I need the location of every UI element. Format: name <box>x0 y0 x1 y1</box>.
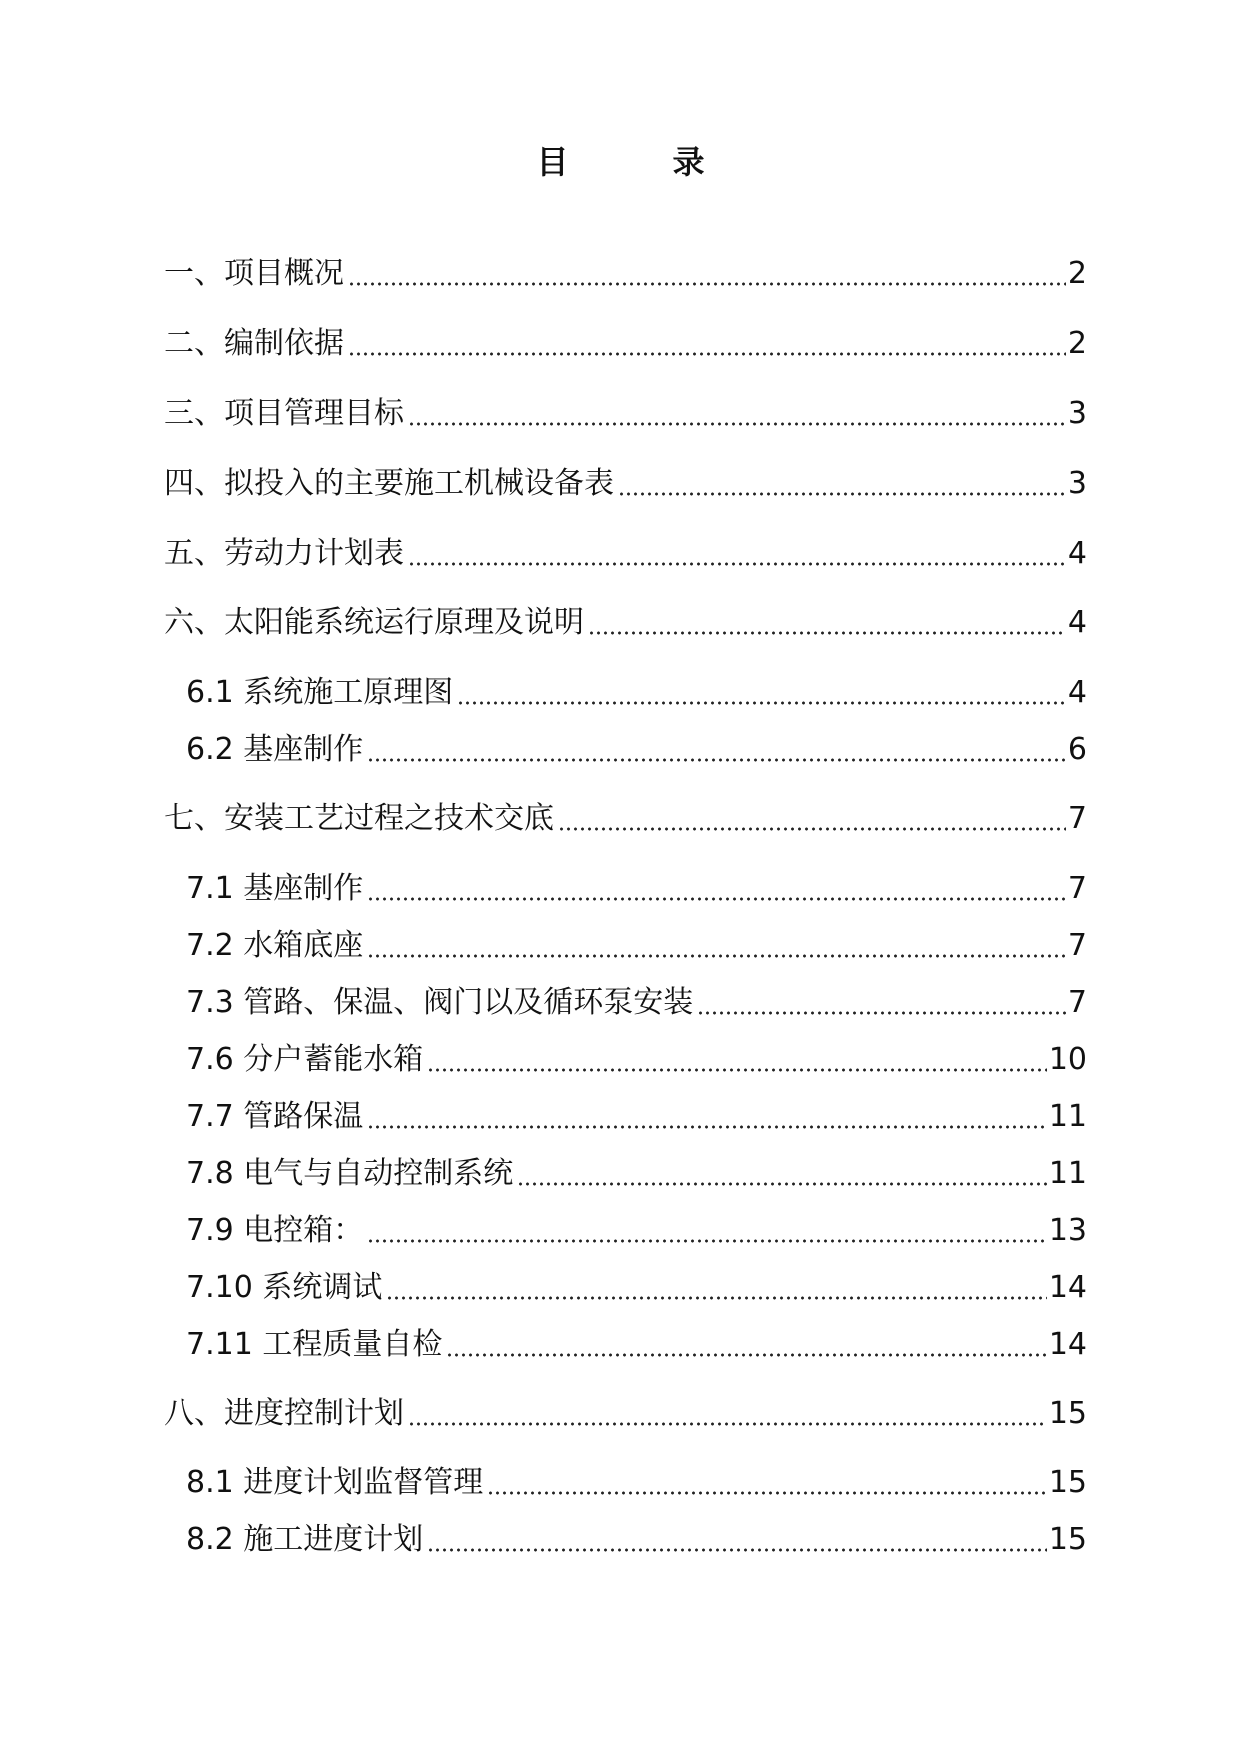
toc-entry-page: 7 <box>1067 871 1087 906</box>
toc-leader-dots <box>457 701 1066 705</box>
toc-entry-page: 11 <box>1048 1099 1087 1134</box>
toc-entry[interactable] <box>164 322 1087 366</box>
toc-entry-page: 2 <box>1067 256 1087 291</box>
toc-entry-page: 15 <box>1048 1465 1087 1500</box>
toc-entry-page: 15 <box>1048 1522 1087 1557</box>
toc-subentry[interactable] <box>186 1152 1087 1196</box>
toc-entry-page: 7 <box>1067 985 1087 1020</box>
toc-subentry[interactable] <box>186 671 1087 715</box>
toc-leader-dots <box>367 954 1066 958</box>
toc-leader-dots <box>618 492 1066 496</box>
toc-entry-title: 八、进度控制计划 <box>164 1396 404 1431</box>
page-title: 目 录 <box>536 143 741 181</box>
toc-entry-title: 8.1 进度计划监督管理 <box>186 1465 484 1500</box>
toc-leader-dots <box>408 1422 1047 1426</box>
toc-entry-page: 15 <box>1048 1396 1087 1431</box>
toc-entry-page: 6 <box>1067 732 1087 767</box>
toc-leader-dots <box>427 1548 1047 1552</box>
toc-leader-dots <box>558 827 1066 831</box>
toc-entry-page: 10 <box>1048 1042 1087 1077</box>
toc-entry-title: 六、太阳能系统运行原理及说明 <box>164 605 584 640</box>
toc-entry-title: 7.9 电控箱： <box>186 1213 364 1248</box>
toc-entry-page: 11 <box>1048 1156 1087 1191</box>
toc-entry-title: 一、项目概况 <box>164 256 344 291</box>
toc-subentry[interactable] <box>186 924 1087 968</box>
toc-leader-dots <box>348 352 1066 356</box>
toc-entry-title: 7.1 基座制作 <box>186 871 364 906</box>
toc-entry-title: 二、编制依据 <box>164 326 344 361</box>
toc-subentry[interactable] <box>186 867 1087 911</box>
toc-entry-page: 2 <box>1067 326 1087 361</box>
toc-subentry[interactable] <box>186 1038 1087 1082</box>
toc-leader-dots <box>588 631 1066 635</box>
toc-entry-title: 7.3 管路、保温、阀门以及循环泵安装 <box>186 985 694 1020</box>
toc-entry-title: 7.10 系统调试 <box>186 1270 383 1305</box>
toc-subentry[interactable] <box>186 728 1087 772</box>
toc-entry-title: 7.8 电气与自动控制系统 <box>186 1156 514 1191</box>
toc-entry-title: 四、拟投入的主要施工机械设备表 <box>164 466 614 501</box>
toc-leader-dots <box>446 1353 1046 1357</box>
toc-leader-dots <box>487 1491 1047 1495</box>
toc-subentry[interactable] <box>186 1323 1087 1367</box>
toc-entry[interactable] <box>164 601 1087 645</box>
toc-entry-title: 7.7 管路保温 <box>186 1099 364 1134</box>
toc-entry-title: 三、项目管理目标 <box>164 396 404 431</box>
toc-entry-title: 8.2 施工进度计划 <box>186 1522 424 1557</box>
toc-subentry[interactable] <box>186 1266 1087 1310</box>
toc-entry-page: 7 <box>1067 928 1087 963</box>
toc-subentry[interactable] <box>186 981 1087 1025</box>
toc-entry-page: 13 <box>1048 1213 1087 1248</box>
toc-entry-page: 3 <box>1067 466 1087 501</box>
toc-entry[interactable] <box>164 532 1087 576</box>
table-of-contents <box>164 0 1087 1754</box>
toc-entry[interactable] <box>164 252 1087 296</box>
toc-leader-dots <box>367 1239 1047 1243</box>
toc-entry-page: 14 <box>1048 1327 1087 1362</box>
toc-entry[interactable] <box>164 462 1087 506</box>
toc-entry-title: 7.11 工程质量自检 <box>186 1327 443 1362</box>
toc-leader-dots <box>367 758 1066 762</box>
toc-leader-dots <box>408 562 1066 566</box>
toc-leader-dots <box>517 1182 1047 1186</box>
toc-leader-dots <box>697 1011 1066 1015</box>
toc-entry-page: 4 <box>1067 536 1087 571</box>
toc-entry-title: 6.1 系统施工原理图 <box>186 675 454 710</box>
toc-entry-title: 7.2 水箱底座 <box>186 928 364 963</box>
toc-leader-dots <box>367 1125 1047 1129</box>
toc-entry-title: 七、安装工艺过程之技术交底 <box>164 801 554 836</box>
toc-entry[interactable] <box>164 392 1087 436</box>
toc-entry-page: 3 <box>1067 396 1087 431</box>
toc-entry-title: 6.2 基座制作 <box>186 732 364 767</box>
toc-leader-dots <box>386 1296 1046 1300</box>
toc-subentry[interactable] <box>186 1095 1087 1139</box>
toc-leader-dots <box>427 1068 1047 1072</box>
toc-entry[interactable] <box>164 1392 1087 1436</box>
toc-entry-page: 4 <box>1067 675 1087 710</box>
toc-leader-dots <box>348 282 1066 286</box>
toc-entry-page: 7 <box>1067 801 1087 836</box>
toc-entry[interactable] <box>164 797 1087 841</box>
toc-leader-dots <box>367 897 1066 901</box>
toc-subentry[interactable] <box>186 1209 1087 1253</box>
toc-subentry[interactable] <box>186 1518 1087 1562</box>
toc-entry-title: 五、劳动力计划表 <box>164 536 404 571</box>
toc-entry-title: 7.6 分户蓄能水箱 <box>186 1042 424 1077</box>
toc-subentry[interactable] <box>186 1461 1087 1505</box>
toc-leader-dots <box>408 422 1066 426</box>
toc-entry-page: 14 <box>1048 1270 1087 1305</box>
toc-entry-page: 4 <box>1067 605 1087 640</box>
